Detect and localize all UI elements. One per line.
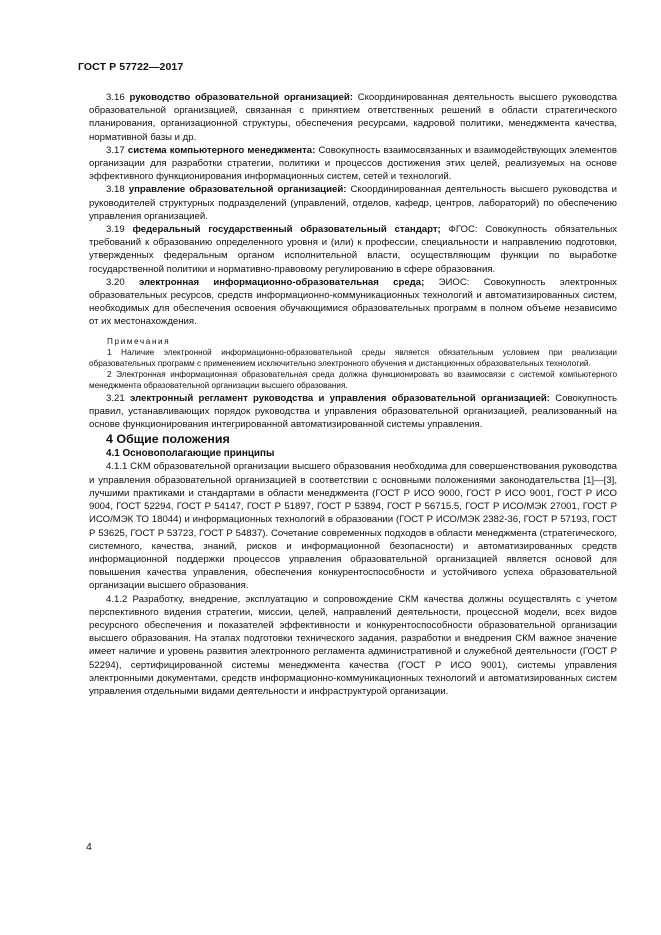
term-entry <box>89 183 617 223</box>
term-definition: ЭИОС: Совокупность электронных образовательных ресурсов, средств информационно-коммуникационных технологий и автоматизированных систем, необходимых для обеспечения освоения обучающимися образовательных программ в полном объеме независимо от их местонахождения. <box>89 276 617 328</box>
term-title: управление образовательной организацией: <box>128 184 347 196</box>
term-entry <box>89 223 617 276</box>
term-definition: Совокупность взаимосвязанных и взаимодействующих элементов организации для разработки стратегии, политики и процессов достижения этих целей, реализуемых на основе эффективного функционирования информационных систем, сетей и технологий. <box>89 144 617 183</box>
subsection-heading: 4.1 Основополагающие принципы <box>106 448 275 460</box>
term-definition: Скоординированная деятельность высшего руководства и руководителей структурных подразделений (управлений, отделов, кафедр, центров, лабораторий) по обеспечению управления организацией. <box>89 184 618 222</box>
term-number: 3.21 <box>106 392 125 404</box>
body-paragraph: 4.1.2 Разработку, внедрение, эксплуатацию и сопровождение СКМ качества должны осуществлять с учетом перспективного видения стратегии, миссии, целей, направлений деятельности, процессной модели, всех видов ресурсного обеспечения и показателей эффективности и конкурентоспособности образовательной организации высшего образования. На этапах подготовки технического задания, разработки и внедрения СКМ важное значение имеет наличие и уровень развития электронного регламента административной и служебной деятельности (ГОСТ Р 52294), сертифицированной системы менеджмента качества (ГОСТ Р ИСО 9001), системы управления электронными документами, средств информационно-коммуникационных технологий и автоматизированных систем управления отдельными видами деятельности и инфраструктурой организации. <box>89 593 617 697</box>
term-number: 3.18 <box>106 184 125 196</box>
term-number: 3.19 <box>106 224 125 236</box>
term-title: электронный регламент руководства и управления образовательной организацией: <box>129 392 551 404</box>
term-definition: Совокупность правил, устанавливающих порядок руководства и управления образовательной организацией, реализованный на основе функционирования интегрированной автоматизированной системы управления. <box>89 392 617 431</box>
term-title: руководство образовательной организацией: <box>129 92 353 103</box>
term-title: система компьютерного менеджмента: <box>127 144 316 156</box>
term-title: федеральный государственный образовательный стандарт; <box>132 224 441 236</box>
note-item: 1 Наличие электронной информационно-образовательной среды является обязательным условием при реализации образовательных программ с применением исключительно электронного обучения и дистанционных образовательных технологий. <box>89 347 617 369</box>
notes-block <box>89 336 617 392</box>
document-header: ГОСТ Р 57722—2017 <box>78 61 184 73</box>
page-number: 4 <box>86 841 92 853</box>
term-number: 3.20 <box>106 276 125 288</box>
notes-title: Примечания <box>107 336 171 346</box>
term-definition: ФГОС: Совокупность обязательных требований к образованию определенного уровня и (или) к профессии, специальности и направлению подготовки, утвержденных федеральным органом исполнительной власти, осуществляющим функции по выработке государственной политики и нормативно-правовому регулированию в сфере образования. <box>89 224 618 275</box>
term-entry <box>89 91 617 144</box>
term-definition: Скоординированная деятельность высшего руководства образовательной организацией, связанная с принятием ответственных решений в области стратегического планирования, организационной структуры, обеспечения ресурсами, кадровой политики, менеджмента качества, нормативной базы и др. <box>89 92 617 143</box>
note-item: 2 Электронная информационная образовательная среда должна функционировать во взаимосвязи с системой компьютерного менеджмента образовательной организации высшего образования. <box>89 370 617 391</box>
term-number: 3.16 <box>106 92 125 103</box>
section-heading: 4 Общие положения <box>106 432 230 447</box>
term-entry <box>89 276 617 329</box>
term-number: 3.17 <box>106 144 125 156</box>
body-paragraph: 4.1.1 СКМ образовательной организации высшего образования необходима для совершенствования руководства и управления образовательной организацией в соответствии с основными положениями законодательства [1]—[3], лучшими практиками и стандартами в области менеджмента (ГОСТ Р ИСО 9000, ГОСТ Р ИСО 9001, ГОСТ Р ИСО 9004, ГОСТ 52294, ГОСТ Р 54147, ГОСТ Р 51897, ГОСТ Р 53894, ГОСТ Р 56715.5, ГОСТ Р ИСО/МЭК 27001, ГОСТ Р ИСО/МЭК ТО 18044) и информационных технологий в образовании (ГОСТ Р ИСО/МЭК 2382-36, ГОСТ Р 57193, ГОСТ Р 53625, ГОСТ Р 53723, ГОСТ Р 54837). Сочетание современных подходов в области менеджмента (стратегического, системного, качества, знаний, рисков и информационной безопасности) и автоматизированных средств информационной поддержки процессов управления образовательной организацией является основой для повышения качества управления, обеспечения конкурентоспособности и устойчивого успеха образовательной организации высшего образования. <box>89 461 617 592</box>
term-entry <box>89 144 617 184</box>
page-content <box>89 91 617 698</box>
term-entry <box>89 392 617 432</box>
term-title: электронная информационно-образовательная среда; <box>138 276 425 288</box>
